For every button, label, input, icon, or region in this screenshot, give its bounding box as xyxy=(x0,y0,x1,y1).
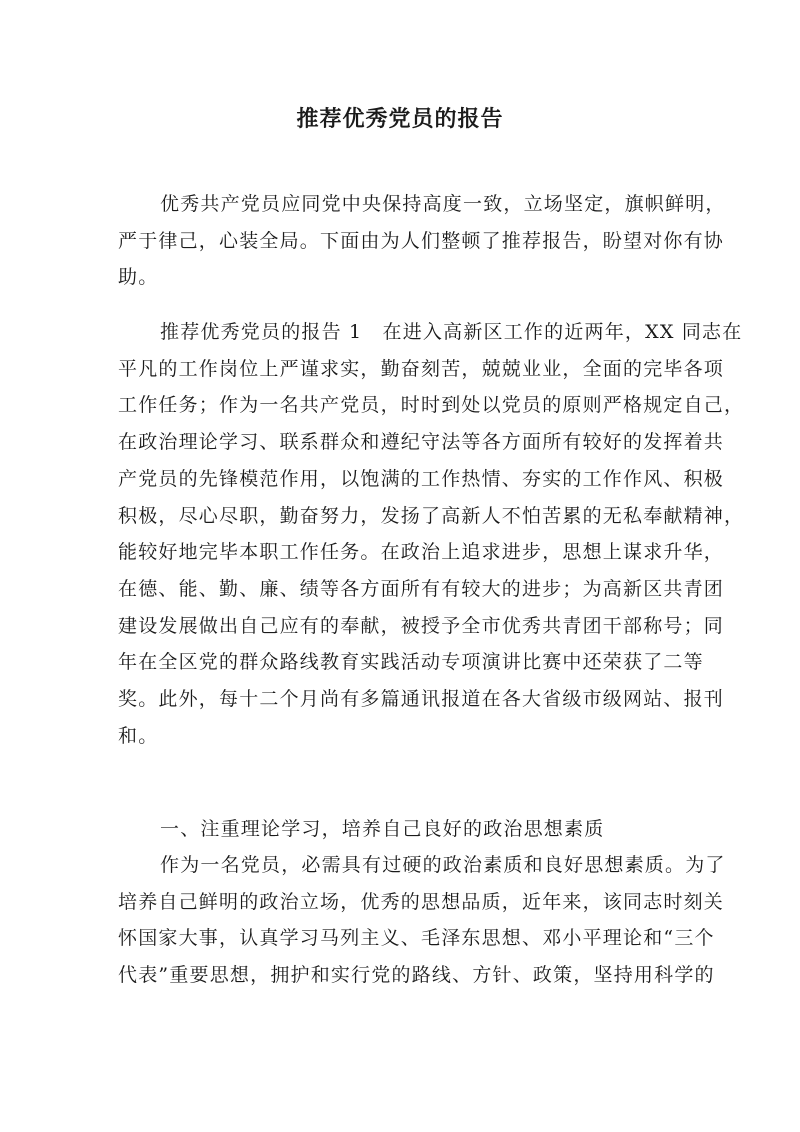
text-line: 在政治理论学习、联系群众和遵纪守法等各方面所有较好的发挥着共 xyxy=(118,431,725,454)
text-line: 产党员的先锋模范作用，以饱满的工作热情、夯实的工作作风、积极 xyxy=(118,467,725,490)
text-line: 建设发展做出自己应有的奉献，被授予全市优秀共青团干部称号；同 xyxy=(118,614,725,637)
text-line: 平凡的工作岗位上严谨求实，勤奋刻苦，兢兢业业，全面的完毕各项 xyxy=(118,357,725,380)
paragraph-report-1 xyxy=(118,314,745,754)
text-line: 优秀共产党员应同党中央保持高度一致，立场坚定，旗帜鲜明， xyxy=(160,193,726,215)
text-line: 奖。此外，每十二个月尚有多篇通讯报道在各大省级市级网站、报刊 xyxy=(118,688,725,711)
text-line: 代表”重要思想，拥护和实行党的路线、方针、政策，坚持用科学的 xyxy=(118,964,715,987)
text-line: 严于律己，心装全局。下面由为人们整顿了推荐报告，盼望对你有协 xyxy=(118,229,725,252)
text-line: 和。 xyxy=(118,724,159,747)
text-line: 培养自己鲜明的政治立场，优秀的思想品质，近年来，该同志时刻关 xyxy=(118,890,725,913)
document-title: 推荐优秀党员的报告 xyxy=(296,106,504,132)
text-line: 年在全区党的群众路线教育实践活动专项演讲比赛中还荣获了二等 xyxy=(118,651,704,674)
text-line: 一、注重理论学习，培养自己良好的政治思想素质 xyxy=(160,818,605,840)
text-line: 推荐优秀党员的报告 1 在进入高新区工作的近两年，XX 同志在 xyxy=(160,321,743,343)
paragraph-intro xyxy=(118,186,726,296)
text-line: 能较好地完毕本职工作任务。在政治上追求进步，思想上谋求升华， xyxy=(118,541,725,564)
text-line: 助。 xyxy=(118,266,159,289)
paragraph-section-1 xyxy=(118,847,726,994)
text-line: 怀国家大事，认真学习马列主义、毛泽东思想、邓小平理论和“三个 xyxy=(118,927,715,950)
text-line: 工作任务；作为一名共产党员，时时到处以党员的原则严格规定自己， xyxy=(118,394,745,417)
text-line: 作为一名党员，必需具有过硬的政治素质和良好思想素质。为了 xyxy=(160,854,726,876)
text-line: 在德、能、勤、廉、绩等各方面所有有较大的进步；为高新区共青团 xyxy=(118,577,725,600)
section-heading xyxy=(118,811,686,848)
text-line: 积极，尽心尽职，勤奋努力，发扬了高新人不怕苦累的无私奉献精神， xyxy=(118,504,745,527)
